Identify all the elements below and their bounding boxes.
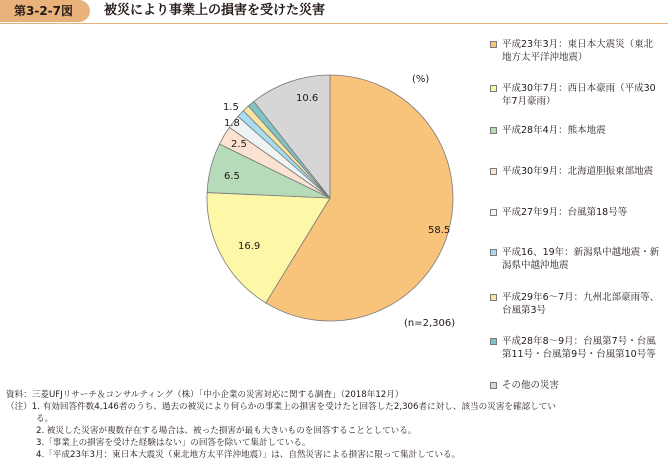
legend-label-line: 平成16、19年：新潟県中越地震・新 xyxy=(502,247,660,258)
header-divider xyxy=(0,23,668,24)
legend-swatch-0 xyxy=(490,41,497,48)
slice-value-label-3: 2.5 xyxy=(231,139,247,150)
legend-label-line: 平成28年4月：熊本地震 xyxy=(502,125,606,136)
legend-label-line: 平成29年6～7月：九州北部豪雨等、 xyxy=(502,292,660,303)
note-1: （注）1. 有効回答件数4,146者のうち、過去の被災により何らかの事業上の損害を受けたと回答した2,306者に対し、該当の災害を確認してい xyxy=(6,402,556,412)
note-4: 4.「平成23年3月：東日本大震災（東北地方太平洋沖地震）」は、自然災害による損害に限って集計している。 xyxy=(36,450,461,460)
legend-label-line: 潟県中越沖地震 xyxy=(502,260,569,271)
unit-label: (%) xyxy=(412,74,430,85)
legend-label-5 xyxy=(502,246,666,272)
legend-label-line: 平成28年8～9月：台風第7号・台風 xyxy=(502,336,656,347)
combined-value-label-0: 1.5 xyxy=(223,102,239,113)
figure-title: 被災により事業上の損害を受けた災害 xyxy=(104,3,326,18)
legend-label-line: 平成27年9月：台風第18号等 xyxy=(502,207,628,218)
note-1-cont: る。 xyxy=(36,414,54,424)
legend-swatch-3 xyxy=(490,168,497,175)
figure-header xyxy=(0,0,668,30)
note-3: 3.「事業上の損害を受けた経験はない」の回答を除いて集計している。 xyxy=(36,438,311,448)
figure-number: 第3-2-7図 xyxy=(0,0,90,22)
legend-label-line: 台風第3号 xyxy=(502,305,547,316)
slice-value-label-0: 58.5 xyxy=(428,225,451,236)
legend-label-line: 平成30年7月：西日本豪雨（平成30 xyxy=(502,83,656,94)
slice-value-label-2: 6.5 xyxy=(224,171,240,182)
legend-swatch-5 xyxy=(490,249,497,256)
legend-swatch-1 xyxy=(490,85,497,92)
legend-label-6 xyxy=(502,291,666,317)
note-2: 2. 被災した災害が複数存在する場合は、被った損害が最も大きいものを回答することとしている。 xyxy=(36,426,417,436)
source-notes xyxy=(6,389,666,461)
legend-label-3 xyxy=(502,165,666,178)
legend-label-line: 平成23年3月：東日本大震災（東北 xyxy=(502,39,654,50)
legend-swatch-2 xyxy=(490,127,497,134)
legend-label-line: 第11号・台風第9号・台風第10号等 xyxy=(502,349,656,360)
source-line: 資料：三菱UFJリサーチ＆コンサルティング（株）「中小企業の災害対応に関する調査」（2018年12月） xyxy=(6,390,404,400)
legend-swatch-7 xyxy=(490,338,497,345)
legend-label-1 xyxy=(502,82,666,108)
legend-swatch-6 xyxy=(490,294,497,301)
legend-swatch-8 xyxy=(490,382,497,389)
legend-label-7 xyxy=(502,335,666,361)
legend-label-line: 地方太平洋沖地震） xyxy=(502,52,588,63)
legend-label-line: その他の災害 xyxy=(502,380,560,391)
legend-label-2 xyxy=(502,124,666,137)
legend-label-line: 年7月豪雨） xyxy=(502,96,556,107)
slice-value-label-1: 16.9 xyxy=(238,241,261,252)
slice-value-label-4: 1.8 xyxy=(224,118,240,129)
sample-size-label: (n=2,306) xyxy=(404,318,456,329)
legend-label-0 xyxy=(502,38,666,64)
pie-chart xyxy=(0,30,490,380)
slice-value-label-8: 10.6 xyxy=(296,93,319,104)
legend-swatch-4 xyxy=(490,209,497,216)
legend-label-4 xyxy=(502,206,666,219)
legend-label-line: 平成30年9月：北海道胆振東部地震 xyxy=(502,166,654,177)
